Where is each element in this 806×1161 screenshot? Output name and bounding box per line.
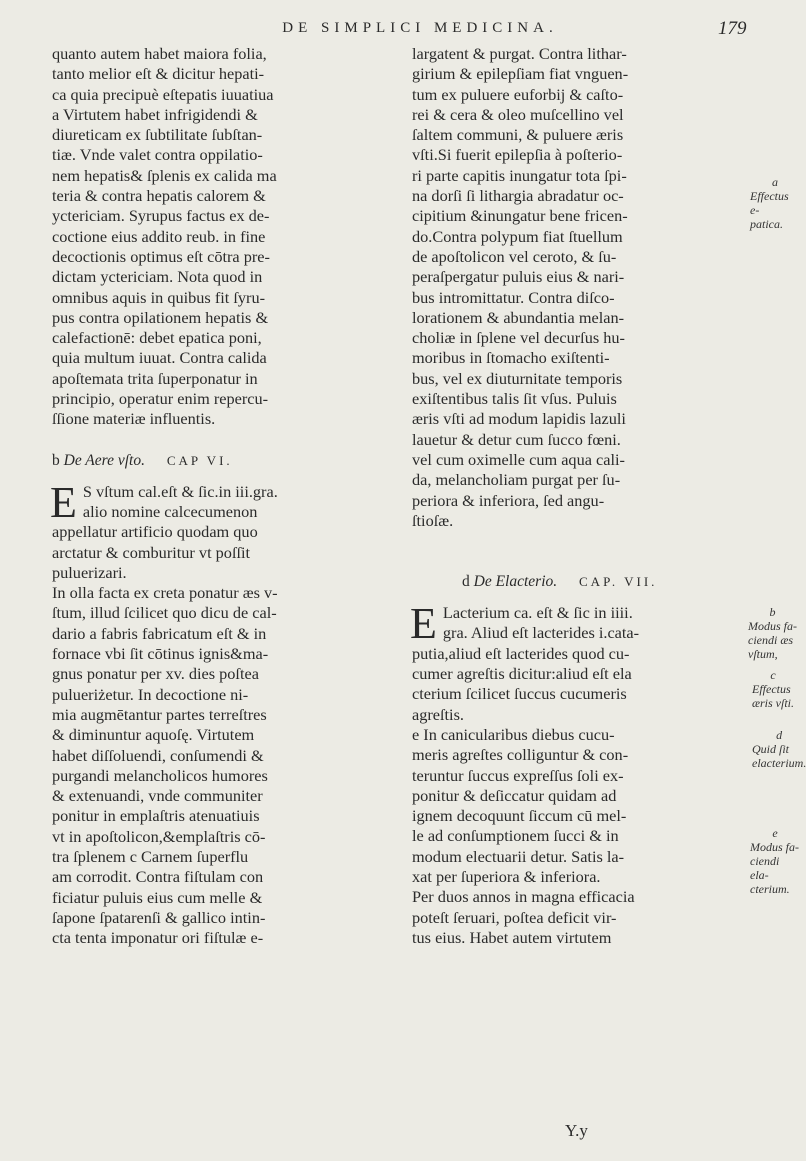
right-paragraph-2-opening (410, 599, 742, 649)
margin-note-d: d Quid ſit elacterium. (752, 728, 806, 770)
text-line: tiæ. Vnde valet contra oppilatio- (52, 145, 263, 165)
section-heading-de-elacterio (412, 571, 742, 593)
text-line: exiſtentibus talis ſit vſus. Puluis (412, 389, 617, 409)
text-line: S vſtum cal.eſt & ſic.in iii.gra. (82, 481, 278, 501)
text-line: a Virtutem habet infrigidendi & (52, 104, 258, 124)
text-line: vſti.Si fuerit epilepſia à poſterio- (412, 145, 623, 165)
left-paragraph-2-opening (50, 477, 385, 527)
text-line: teria & contra hepatis calorem & (52, 186, 266, 206)
margin-note-c: c Effectus æris vſti. (752, 668, 795, 710)
text-line: ponitur & deſiccatur quidam ad (412, 785, 617, 805)
text-line: appellatur artificio quodam quo (52, 522, 258, 542)
right-paragraph-1 (412, 44, 742, 531)
text-line: cta tenta imponatur ori fiſtulæ e- (52, 928, 264, 948)
text-line: lauetur & detur cum ſucco fœni. (412, 429, 621, 449)
text-line: girium & epilepſiam fiat vnguen- (412, 64, 629, 84)
text-line: In olla facta ex creta ponatur æs v- (52, 583, 278, 603)
text-line: vt in apoſtolicon,&emplaſtris cō- (52, 826, 266, 846)
text-line: am corrodit. Contra fiſtulam con (52, 867, 264, 887)
drop-capital: E (410, 599, 437, 649)
text-line: fornace vbi ſit cōtinus ignis&ma- (52, 644, 269, 664)
text-line: cipitium &inungatur bene fricen- (412, 206, 628, 226)
text-line: quanto autem habet maiora folia, (52, 44, 267, 63)
text-line: coctione eius addito reub. in fine (52, 226, 266, 246)
text-line: periora & inferiora, ſed angu- (412, 490, 605, 510)
text-line: na dorſi ſi lithargia abradatur oc- (412, 186, 624, 206)
text-line: agreſtis. (412, 704, 464, 724)
right-column (412, 44, 742, 948)
text-line: æris vſti ad modum lapidis lazuli (412, 409, 626, 429)
text-line: ſſione materiæ influentis. (52, 409, 216, 429)
section-chapter: CAP. VII. (579, 574, 658, 590)
text-line: pulueriżetur. In decoctione ni- (52, 684, 249, 704)
running-title: DE SIMPLICI MEDICINA. (282, 20, 558, 36)
left-paragraph-2 (52, 522, 385, 948)
text-line: vel cum oximelle cum aqua cali- (412, 449, 625, 469)
text-line: meris agreſtes colliguntur & con- (412, 745, 629, 765)
text-line: ſaltem communi, & puluere æris (412, 125, 624, 145)
text-line: ficiatur puluis eius cum melle & (52, 887, 263, 907)
text-line: ſtum, illud ſcilicet quo dicu de cal- (52, 603, 277, 623)
text-line: bus, vel ex diuturnitate temporis (412, 368, 623, 388)
text-line: puluerizari. (52, 562, 127, 582)
section-heading-de-aere-usto (52, 450, 385, 472)
text-line: dario a fabris fabricatum eſt & in (52, 623, 267, 643)
text-line: lorationem & abundantia melan- (412, 307, 625, 327)
text-line: principio, operatur enim repercu- (52, 389, 269, 409)
text-line: da, melancholiam purgat per ſu- (412, 470, 621, 490)
text-line: gnus ponatur per xv. dies poſtea (52, 664, 259, 684)
text-line: tra ſplenem c Carnem ſuperflu (52, 846, 249, 866)
text-line: diureticam ex ſubtilitate ſubſtan- (52, 125, 263, 145)
text-line: ri parte capitis inungatur tota ſpi- (412, 165, 627, 185)
text-line: arctatur & comburitur vt poſſit (52, 542, 251, 562)
text-line: gra. Aliud eſt lacterides i.cata- (442, 623, 640, 643)
text-line: habet diſſoluendi, conſumendi & (52, 745, 264, 765)
text-line: moribus in ſtomacho exiſtenti- (412, 348, 610, 368)
text-line: purgandi melancholicos humores (52, 765, 268, 785)
text-line: rei & cera & oleo muſcellino vel (412, 104, 624, 124)
text-line: largatent & purgat. Contra lithar- (412, 44, 627, 63)
text-line: putia,aliud eſt lacterides quod cu- (412, 643, 630, 663)
text-line: yctericiam. Syrupus factus ex de- (52, 206, 270, 226)
text-line: quia multum iuuat. Contra calida (52, 348, 267, 368)
text-line: decoctionis optimus eſt cōtra pre- (52, 246, 270, 266)
text-line: ca quia precipuè eſtepatis iuuatiua (52, 84, 274, 104)
right-paragraph-2 (412, 644, 742, 948)
text-line: nem hepatis& ſplenis ex calida ma (52, 165, 277, 185)
text-line: & diminuntur aquoſę. Virtutem (52, 725, 255, 745)
text-line: ſtioſæ. (412, 510, 454, 530)
text-line: do.Contra polypum fiat ſtuellum (412, 226, 623, 246)
text-line: pus contra opilationem hepatis & (52, 307, 269, 327)
text-line: Per duos annos in magna efficacia (412, 887, 635, 907)
section-title: De Elacterio. (473, 573, 558, 591)
text-line: apoſtemata trita ſuperponatur in (52, 368, 258, 388)
text-line: ſapone ſpatarenſi & gallico intin- (52, 907, 266, 927)
text-line: tum ex puluere euforbij & caſto- (412, 84, 624, 104)
section-chapter: CAP VI. (166, 452, 233, 468)
text-line: choliæ in ſplene vel decurſus hu- (412, 328, 625, 348)
section-title: De Aere vſto. (63, 451, 145, 469)
text-line: de apoſtolicon vel ceroto, & ſu- (412, 246, 617, 266)
drop-capital: E (50, 477, 77, 527)
text-line: Lacterium ca. eſt & ſic in iiii. (442, 603, 633, 623)
text-line: modum electuarii detur. Satis la- (412, 846, 625, 866)
text-line: xat per ſuperiora & inferiora. (412, 866, 601, 886)
text-line: omnibus aquis in quibus fit ſyru- (52, 287, 266, 307)
text-line: mia augmētantur partes terreſtres (52, 704, 267, 724)
text-line: le ad conſumptionem ſucci & in (412, 826, 619, 846)
margin-note-a: a Effectus e- patica. (750, 175, 789, 231)
margin-note-e: e Modus fa- ciendi ela- cterium. (750, 826, 799, 896)
text-line: dictam yctericiam. Nota quod in (52, 267, 263, 287)
text-line: ponitur in emplaſtris atenuatiuis (52, 806, 260, 826)
text-line: calefactionē: debet epatica poni, (52, 328, 262, 348)
left-column (52, 44, 385, 948)
text-line: alio nomine calcecumenon (82, 501, 258, 521)
text-line: tanto melior eſt & dicitur hepati- (52, 64, 265, 84)
left-paragraph-1 (52, 44, 385, 430)
text-line: cterium ſcilicet ſuccus cucumeris (412, 684, 627, 704)
text-line: tus eius. Habet autem virtutem (412, 927, 612, 947)
text-line: peraſpergatur puluis eius & nari- (412, 267, 625, 287)
page-number: 179 (718, 18, 747, 39)
margin-note-b: b Modus fa- ciendi æs vſtum, (748, 605, 797, 661)
text-line: bus intromittatur. Contra diſco- (412, 287, 615, 307)
text-line: poteſt ſeruari, poſtea deficit vir- (412, 907, 617, 927)
text-line: teruntur ſuccus expreſſus ſoli ex- (412, 765, 624, 785)
text-line: cumer agreſtis dicitur:aliud eſt ela (412, 664, 632, 684)
section-marker: b (52, 451, 60, 469)
signature-mark: Y.y (565, 1121, 588, 1140)
text-line: ignem decoquunt ſiccum cū mel- (412, 806, 627, 826)
text-line: & extenuandi, vnde communiter (52, 786, 263, 806)
section-marker: d (462, 573, 470, 591)
text-line: e In canicularibus diebus cucu- (412, 724, 615, 744)
